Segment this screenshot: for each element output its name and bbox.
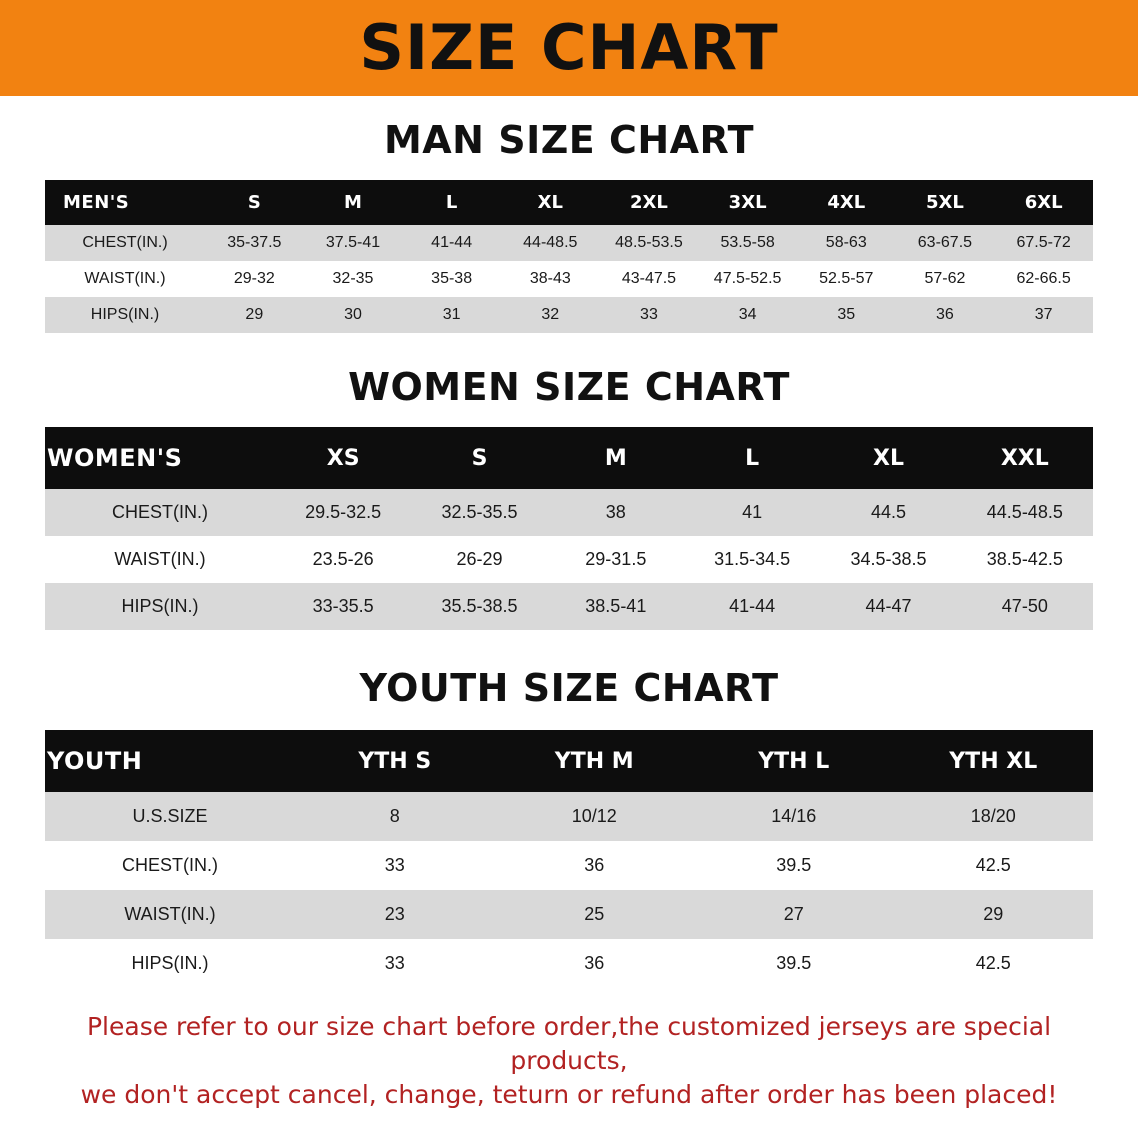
table-row (45, 792, 1093, 841)
youth-row-label-chest: CHEST(IN.) (45, 841, 295, 890)
youth-ussize-m: 10/12 (495, 792, 695, 841)
men-chest-3xl: 53.5-58 (698, 225, 797, 261)
men-header-cell-4: XL (501, 180, 600, 225)
men-waist-6xl: 62-66.5 (994, 261, 1093, 297)
youth-row-label-ussize: U.S.SIZE (45, 792, 295, 841)
men-chest-4xl: 58-63 (797, 225, 896, 261)
women-waist-m: 29-31.5 (548, 536, 684, 583)
table-row (45, 261, 1093, 297)
women-hips-l: 41-44 (684, 583, 820, 630)
men-hips-xl: 32 (501, 297, 600, 333)
men-hips-m: 30 (304, 297, 403, 333)
men-header-cell-6: 3XL (698, 180, 797, 225)
men-header-cell-8: 5XL (896, 180, 995, 225)
men-header-cell-2: M (304, 180, 403, 225)
youth-header-cell-3: YTH L (694, 730, 894, 792)
table-header-row (45, 427, 1093, 489)
table-row (45, 536, 1093, 583)
men-waist-s: 29-32 (205, 261, 304, 297)
women-waist-xxl: 38.5-42.5 (957, 536, 1093, 583)
youth-hips-s: 33 (295, 939, 495, 988)
notice-line-2: we don't accept cancel, change, teturn or refund after order has been placed! (80, 1079, 1058, 1109)
youth-waist-s: 23 (295, 890, 495, 939)
youth-waist-l: 27 (694, 890, 894, 939)
men-hips-5xl: 36 (896, 297, 995, 333)
table-row (45, 225, 1093, 261)
men-chest-6xl: 67.5-72 (994, 225, 1093, 261)
men-waist-4xl: 52.5-57 (797, 261, 896, 297)
youth-header-cell-4: YTH XL (894, 730, 1094, 792)
table-row (45, 489, 1093, 536)
women-waist-l: 31.5-34.5 (684, 536, 820, 583)
women-chest-xs: 29.5-32.5 (275, 489, 411, 536)
women-chest-l: 41 (684, 489, 820, 536)
women-waist-xl: 34.5-38.5 (820, 536, 956, 583)
youth-row-label-hips: HIPS(IN.) (45, 939, 295, 988)
youth-ussize-xl: 18/20 (894, 792, 1094, 841)
table-row (45, 297, 1093, 333)
women-header-cell-1: XS (275, 427, 411, 489)
youth-chest-s: 33 (295, 841, 495, 890)
youth-ussize-l: 14/16 (694, 792, 894, 841)
women-size-table (45, 427, 1093, 630)
men-hips-6xl: 37 (994, 297, 1093, 333)
men-header-cell-0: MEN'S (45, 180, 205, 225)
men-header-cell-5: 2XL (600, 180, 699, 225)
men-header-cell-3: L (402, 180, 501, 225)
women-hips-xl: 44-47 (820, 583, 956, 630)
youth-chest-xl: 42.5 (894, 841, 1094, 890)
men-chest-5xl: 63-67.5 (896, 225, 995, 261)
women-row-label-chest: CHEST(IN.) (45, 489, 275, 536)
men-header-cell-1: S (205, 180, 304, 225)
women-header-cell-5: XL (820, 427, 956, 489)
men-row-label-hips: HIPS(IN.) (45, 297, 205, 333)
youth-waist-xl: 29 (894, 890, 1094, 939)
youth-section-title: YOUTH SIZE CHART (359, 666, 779, 710)
men-hips-s: 29 (205, 297, 304, 333)
women-row-label-waist: WAIST(IN.) (45, 536, 275, 583)
youth-size-table-wrap (45, 730, 1093, 988)
men-chest-l: 41-44 (402, 225, 501, 261)
man-size-table (45, 180, 1093, 333)
women-chest-xl: 44.5 (820, 489, 956, 536)
women-waist-s: 26-29 (411, 536, 547, 583)
women-hips-s: 35.5-38.5 (411, 583, 547, 630)
women-waist-xs: 23.5-26 (275, 536, 411, 583)
women-header-cell-6: XXL (957, 427, 1093, 489)
youth-hips-m: 36 (495, 939, 695, 988)
table-row (45, 841, 1093, 890)
table-row (45, 583, 1093, 630)
women-header-cell-4: L (684, 427, 820, 489)
youth-header-cell-2: YTH M (495, 730, 695, 792)
men-hips-l: 31 (402, 297, 501, 333)
youth-chest-l: 39.5 (694, 841, 894, 890)
women-header-cell-2: S (411, 427, 547, 489)
men-waist-3xl: 47.5-52.5 (698, 261, 797, 297)
man-size-table-wrap (45, 180, 1093, 333)
notice-line-1: Please refer to our size chart before order,the customized jerseys are special products, (86, 1012, 1052, 1075)
women-chest-xxl: 44.5-48.5 (957, 489, 1093, 536)
men-hips-2xl: 33 (600, 297, 699, 333)
men-waist-2xl: 43-47.5 (600, 261, 699, 297)
youth-hips-l: 39.5 (694, 939, 894, 988)
men-hips-3xl: 34 (698, 297, 797, 333)
men-chest-s: 35-37.5 (205, 225, 304, 261)
women-hips-m: 38.5-41 (548, 583, 684, 630)
youth-hips-xl: 42.5 (894, 939, 1094, 988)
youth-size-table (45, 730, 1093, 988)
women-hips-xxl: 47-50 (957, 583, 1093, 630)
youth-waist-m: 25 (495, 890, 695, 939)
men-chest-2xl: 48.5-53.5 (600, 225, 699, 261)
women-header-cell-3: M (548, 427, 684, 489)
table-header-row (45, 180, 1093, 225)
men-row-label-chest: CHEST(IN.) (45, 225, 205, 261)
men-waist-m: 32-35 (304, 261, 403, 297)
men-waist-5xl: 57-62 (896, 261, 995, 297)
youth-chest-m: 36 (495, 841, 695, 890)
men-chest-m: 37.5-41 (304, 225, 403, 261)
table-row (45, 939, 1093, 988)
women-size-table-wrap (45, 427, 1093, 630)
youth-ussize-s: 8 (295, 792, 495, 841)
return-policy-notice (29, 1010, 1109, 1111)
women-header-cell-0: WOMEN'S (45, 427, 275, 489)
men-chest-xl: 44-48.5 (501, 225, 600, 261)
men-header-cell-9: 6XL (994, 180, 1093, 225)
women-row-label-hips: HIPS(IN.) (45, 583, 275, 630)
women-section-title: WOMEN SIZE CHART (348, 365, 790, 409)
youth-header-cell-1: YTH S (295, 730, 495, 792)
men-hips-4xl: 35 (797, 297, 896, 333)
page-title: SIZE CHART (359, 11, 779, 84)
man-section-title: MAN SIZE CHART (383, 118, 755, 162)
men-waist-xl: 38-43 (501, 261, 600, 297)
women-hips-xs: 33-35.5 (275, 583, 411, 630)
table-header-row (45, 730, 1093, 792)
men-waist-l: 35-38 (402, 261, 501, 297)
men-header-cell-7: 4XL (797, 180, 896, 225)
table-row (45, 890, 1093, 939)
size-chart-banner (0, 0, 1138, 96)
youth-row-label-waist: WAIST(IN.) (45, 890, 295, 939)
men-row-label-waist: WAIST(IN.) (45, 261, 205, 297)
youth-header-cell-0: YOUTH (45, 730, 295, 792)
women-chest-s: 32.5-35.5 (411, 489, 547, 536)
women-chest-m: 38 (548, 489, 684, 536)
